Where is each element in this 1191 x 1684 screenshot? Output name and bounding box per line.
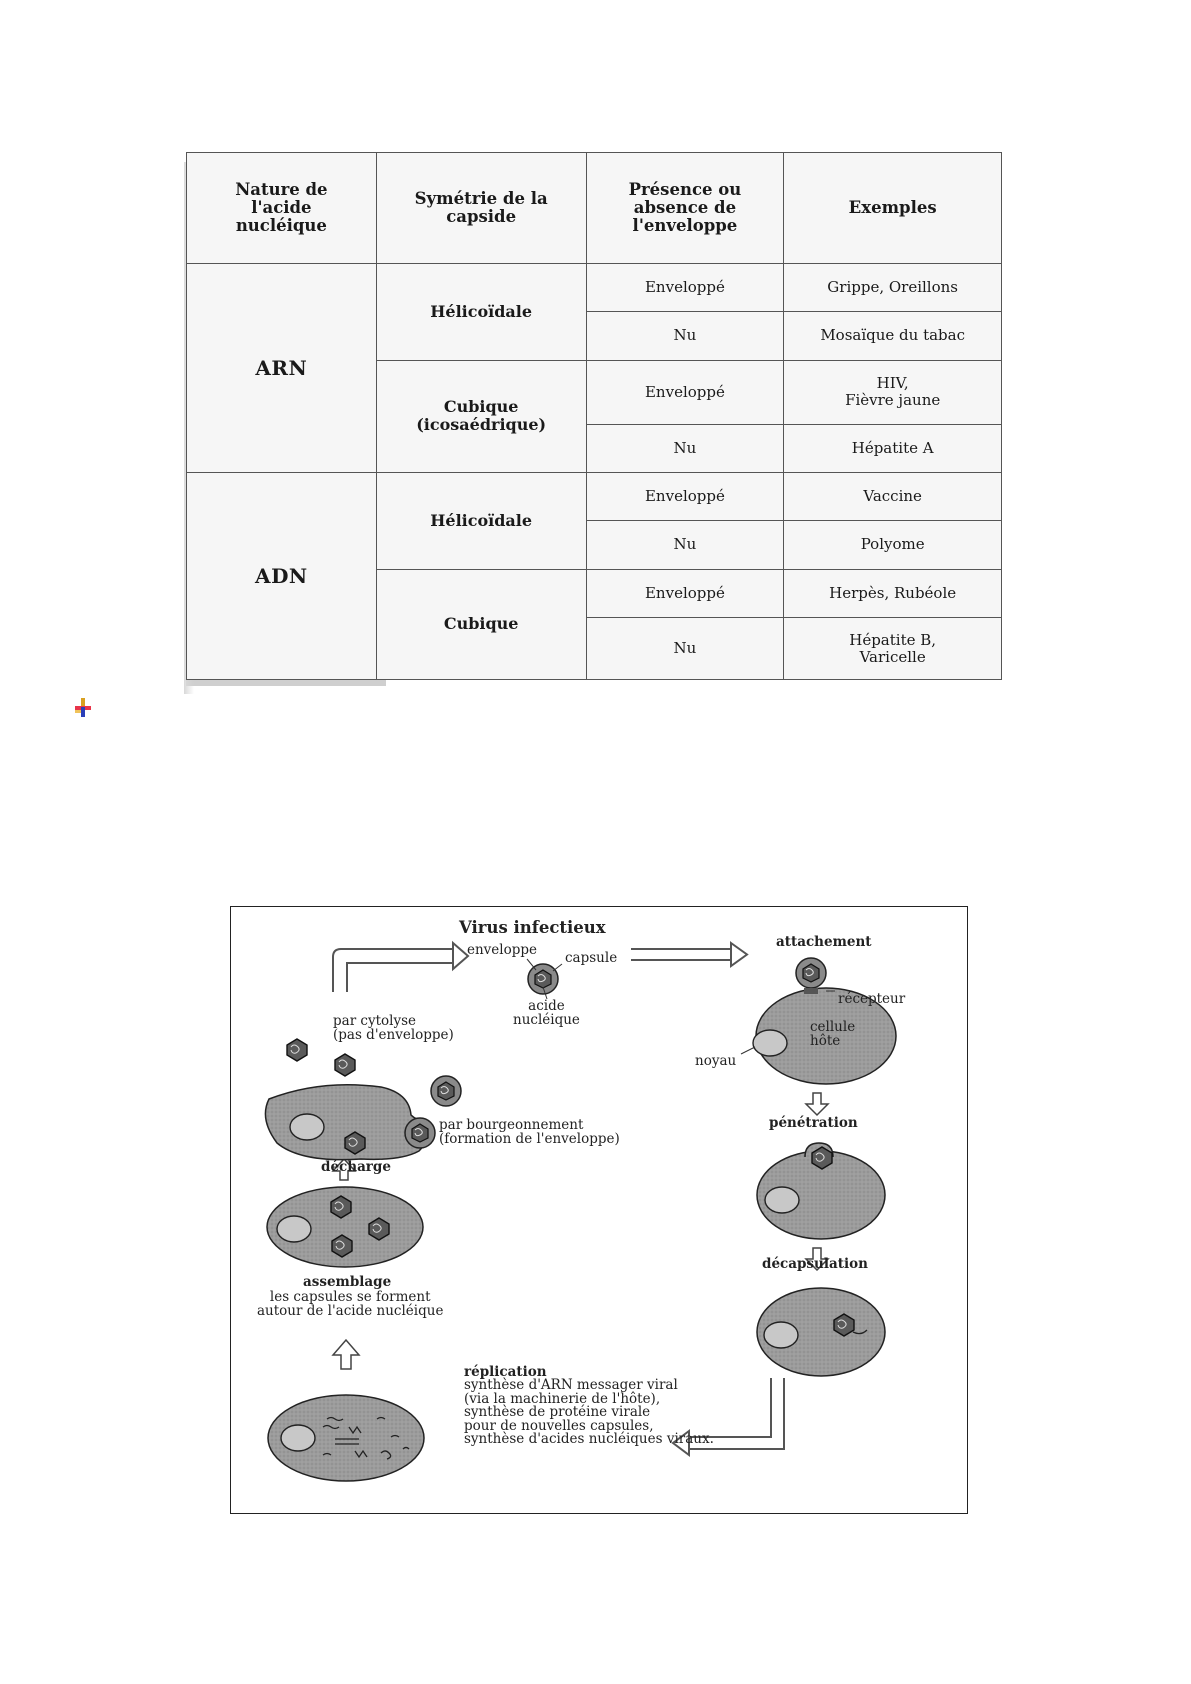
anchor-marker-icon[interactable] — [74, 698, 92, 718]
examples-cell: Hépatite A — [784, 424, 1002, 472]
label-replication: réplication — [464, 1364, 547, 1380]
label-acide-nucleique: acide nucléique — [513, 998, 580, 1028]
nature-cell-arn: ARN — [187, 264, 377, 473]
table-row — [187, 472, 1002, 520]
header-examples: Exemples — [784, 153, 1002, 264]
header-symmetry: Symétrie de la capside — [376, 153, 586, 264]
envelope-cell: Nu — [586, 521, 784, 569]
symmetry-cell: Cubique — [376, 569, 586, 679]
diagram-title: Virus infectieux — [459, 918, 606, 937]
envelope-cell: Nu — [586, 618, 784, 680]
envelope-cell: Nu — [586, 424, 784, 472]
examples-cell: Grippe, Oreillons — [784, 264, 1002, 312]
examples-cell: HIV, Fièvre jaune — [784, 360, 1002, 424]
label-decapsulation: décapsulation — [762, 1256, 868, 1272]
virus-classification-table-container — [186, 152, 1002, 680]
examples-cell: Mosaïque du tabac — [784, 312, 1002, 360]
label-enveloppe: enveloppe — [467, 942, 538, 958]
label-noyau: noyau — [695, 1053, 737, 1069]
cytolyse-description: par cytolyse (pas d'enveloppe) — [333, 1013, 454, 1043]
envelope-cell: Enveloppé — [586, 472, 784, 520]
table-header-row — [187, 153, 1002, 264]
virus-classification-table — [186, 152, 1002, 680]
symmetry-cell: Hélicoïdale — [376, 472, 586, 569]
symmetry-cell: Cubique (icosaédrique) — [376, 360, 586, 472]
envelope-cell: Enveloppé — [586, 360, 784, 424]
label-decharge: décharge — [321, 1159, 391, 1175]
viral-replication-cycle-diagram — [230, 906, 968, 1514]
envelope-cell: Enveloppé — [586, 264, 784, 312]
table-row — [187, 264, 1002, 312]
bourgeonnement-description: par bourgeonnement (formation de l'enveloppe) — [439, 1117, 620, 1147]
label-attachement: attachement — [776, 934, 872, 950]
examples-cell: Hépatite B, Varicelle — [784, 618, 1002, 680]
header-envelope: Présence ou absence de l'enveloppe — [586, 153, 784, 264]
examples-cell: Polyome — [784, 521, 1002, 569]
symmetry-cell: Hélicoïdale — [376, 264, 586, 361]
label-cellule-hote: cellule hôte — [810, 1019, 856, 1049]
examples-cell: Herpès, Rubéole — [784, 569, 1002, 617]
examples-cell: Vaccine — [784, 472, 1002, 520]
envelope-cell: Enveloppé — [586, 569, 784, 617]
header-nature: Nature de l'acide nucléique — [187, 153, 377, 264]
label-recepteur: récepteur — [838, 991, 906, 1007]
replication-description: synthèse d'ARN messager viral (via la machinerie de l'hôte), synthèse de protéine virale pour de nouvelles capsules, synthèse d'acides nucléiques viraux. — [464, 1377, 714, 1447]
assemblage-description: les capsules se forment autour de l'acide nucléique — [257, 1289, 444, 1319]
envelope-cell: Nu — [586, 312, 784, 360]
label-assemblage: assemblage — [303, 1274, 392, 1290]
label-penetration: pénétration — [769, 1115, 858, 1131]
label-capsule: capsule — [565, 950, 618, 966]
nature-cell-adn: ADN — [187, 472, 377, 679]
